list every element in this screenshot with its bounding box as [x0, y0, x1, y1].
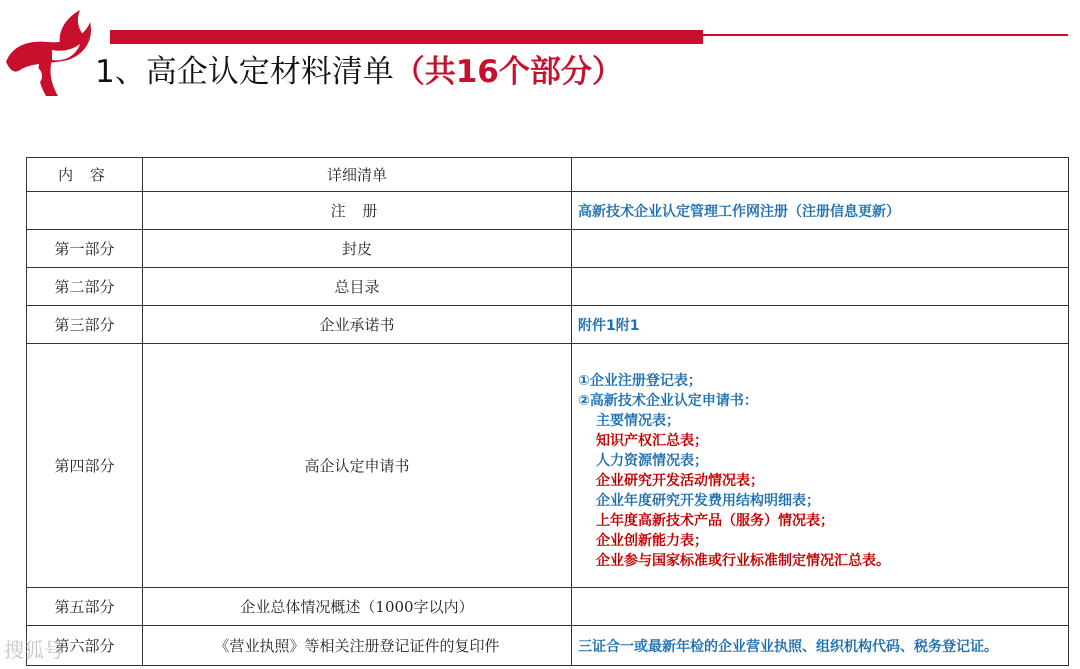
- list-item: 企业创新能力表；: [596, 532, 708, 549]
- title-main: 1、高企认定材料清单: [95, 54, 394, 90]
- list-item: 企业年度研究开发费用结构明细表；: [596, 492, 820, 509]
- table-row: [27, 588, 1069, 626]
- list-item: ①企业注册登记表；: [578, 372, 702, 389]
- row-item-name: 企业总体情况概述（1000字以内）: [143, 588, 572, 626]
- row-notes-list: [572, 344, 1069, 588]
- table-header-row: [27, 158, 1069, 192]
- row-item-name: 总目录: [143, 268, 572, 306]
- row-section-label: [27, 192, 143, 230]
- row-notes: [572, 268, 1069, 306]
- row-item-name: 封皮: [143, 230, 572, 268]
- table-row: [27, 344, 1069, 588]
- list-item: 主要情况表；: [596, 412, 680, 429]
- row-section-label: 第二部分: [27, 268, 143, 306]
- table-row: [27, 192, 1069, 230]
- header-accent-line: [703, 34, 1068, 36]
- list-item: 人力资源情况表；: [596, 452, 708, 469]
- page-title: [95, 50, 623, 94]
- row-item-name: 高企认定申请书: [143, 344, 572, 588]
- list-item: 企业参与国家标准或行业标准制定情况汇总表。: [596, 552, 890, 569]
- row-notes: 高新技术企业认定管理工作网注册（注册信息更新）: [572, 192, 1069, 230]
- table-row: [27, 268, 1069, 306]
- list-item: ②高新技术企业认定申请书：: [578, 392, 758, 409]
- list-item: 知识产权汇总表；: [596, 432, 708, 449]
- row-notes: 附件1附1: [572, 306, 1069, 344]
- row-section-label: 第五部分: [27, 588, 143, 626]
- list-item: 企业研究开发活动情况表；: [596, 472, 764, 489]
- row-item-name: 《营业执照》等相关注册登记证件的复印件: [143, 626, 572, 666]
- header-cell-detail: 详细清单: [143, 158, 572, 192]
- row-notes: [572, 588, 1069, 626]
- row-section-label: 第四部分: [27, 344, 143, 588]
- list-item: 上年度高新技术产品（服务）情况表；: [596, 512, 834, 529]
- row-section-label: 第一部分: [27, 230, 143, 268]
- row-notes: [572, 230, 1069, 268]
- row-section-label: 第六部分: [27, 626, 143, 666]
- header-accent-bar: [110, 30, 703, 44]
- header-cell-content: 内 容: [27, 158, 143, 192]
- materials-table: [26, 157, 1069, 666]
- row-notes: 三证合一或最新年检的企业营业执照、组织机构代码、税务登记证。: [572, 626, 1069, 666]
- row-section-label: 第三部分: [27, 306, 143, 344]
- row-item-name: 企业承诺书: [143, 306, 572, 344]
- watermark: 搜狐号: [4, 638, 64, 662]
- table-row: [27, 306, 1069, 344]
- title-highlight: （共16个部分）: [393, 54, 623, 90]
- table-row: [27, 230, 1069, 268]
- header-cell-notes: [572, 158, 1069, 192]
- row-item-name: 注 册: [143, 192, 572, 230]
